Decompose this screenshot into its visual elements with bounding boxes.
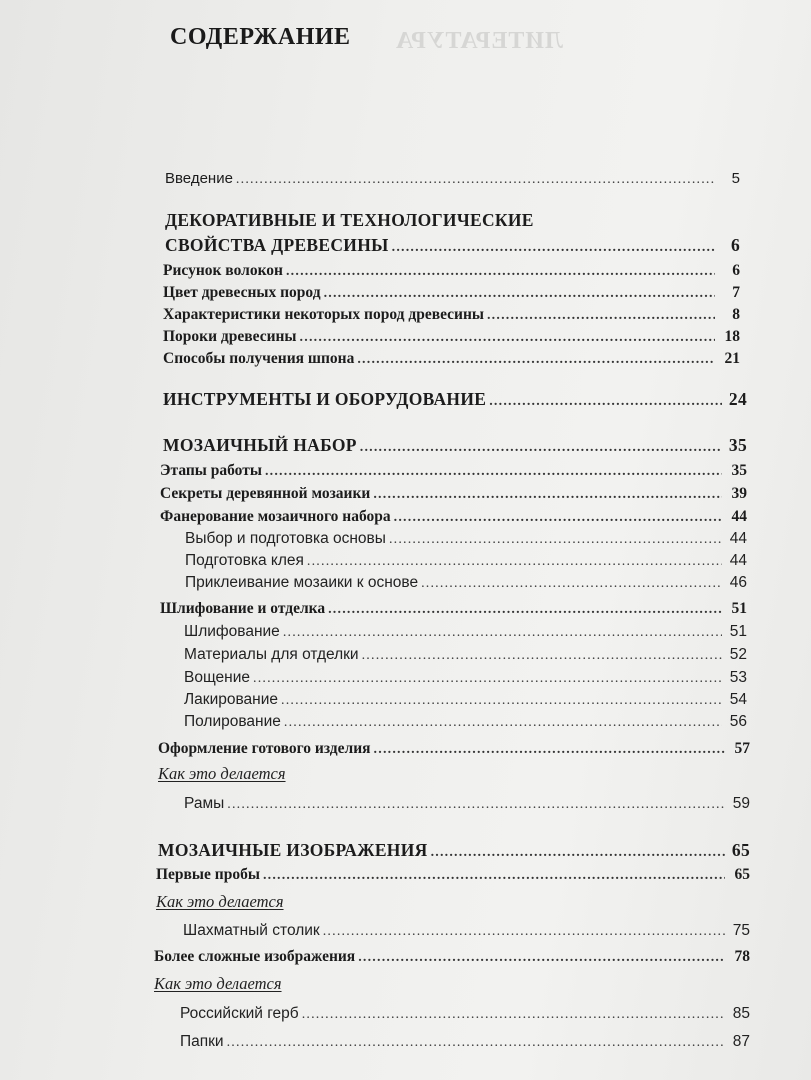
dot-leader xyxy=(328,603,722,619)
toc-page-number: 7 xyxy=(732,284,740,301)
toc-entry xyxy=(163,284,740,304)
toc-label: Введение xyxy=(165,170,233,187)
dot-leader xyxy=(421,577,722,593)
toc-page-number: 51 xyxy=(729,623,747,640)
toc-page-number: 53 xyxy=(729,669,747,686)
toc-entry xyxy=(160,485,747,505)
toc-entry xyxy=(185,530,747,550)
toc-page-number: 44 xyxy=(729,530,747,547)
toc-entry-section3 xyxy=(163,435,747,455)
toc-entry xyxy=(160,462,747,482)
dot-leader xyxy=(286,265,715,281)
toc-label: Характеристики некоторых пород древесины xyxy=(163,306,484,323)
toc-label: ИНСТРУМЕНТЫ И ОБОРУДОВАНИЕ xyxy=(163,389,487,409)
dot-leader xyxy=(374,743,725,759)
toc-page-number: 59 xyxy=(732,795,750,812)
toc-page-number: 75 xyxy=(732,922,750,939)
toc-page-number: 57 xyxy=(734,740,750,757)
dot-leader xyxy=(300,331,715,347)
toc-label: СВОЙСТВА ДРЕВЕСИНЫ xyxy=(165,235,389,255)
toc-page-number: 51 xyxy=(731,600,747,617)
dot-leader xyxy=(307,555,722,571)
toc-entry xyxy=(184,691,747,711)
toc-entry xyxy=(184,646,747,666)
toc-entry xyxy=(183,922,750,942)
toc-page-number: 35 xyxy=(728,435,747,455)
toc-page-number: 44 xyxy=(729,552,747,569)
toc-page-number: 87 xyxy=(732,1033,750,1050)
toc-entry xyxy=(163,350,740,370)
toc-page-number: 52 xyxy=(729,646,747,663)
toc-entry xyxy=(185,574,747,594)
toc-label: Рамы xyxy=(184,795,225,812)
toc-page-number: 65 xyxy=(731,840,750,860)
toc-label: МОЗАИЧНЫЕ ИЗОБРАЖЕНИЯ xyxy=(158,840,428,860)
how-it-is-done-heading: Как это делается xyxy=(154,974,282,993)
toc-entry-section2 xyxy=(163,389,747,409)
toc-label: Шахматный столик xyxy=(183,922,320,939)
toc-page-number: 39 xyxy=(731,485,747,502)
toc-entry xyxy=(158,740,750,760)
section-heading-line1: ДЕКОРАТИВНЫЕ И ТЕХНОЛОГИЧЕСКИЕ xyxy=(165,210,534,230)
toc-label: Цвет древесных пород xyxy=(163,284,321,301)
dot-leader xyxy=(431,846,725,864)
toc-entry-section4 xyxy=(158,840,750,860)
toc-entry xyxy=(163,262,740,282)
toc-entry xyxy=(154,948,750,968)
dot-leader xyxy=(392,241,715,259)
dot-leader xyxy=(302,1008,725,1024)
dot-leader xyxy=(487,309,715,325)
toc-page-number: 65 xyxy=(734,866,750,883)
toc-page-number: 24 xyxy=(728,389,747,409)
toc-entry xyxy=(156,866,750,886)
toc-label: Подготовка клея xyxy=(185,552,304,569)
dot-leader xyxy=(360,441,722,459)
toc-label: Рисунок волокон xyxy=(163,262,283,279)
dot-leader xyxy=(373,488,722,504)
toc-label: Папки xyxy=(180,1033,224,1050)
toc-entry xyxy=(160,508,747,528)
dot-leader xyxy=(253,672,722,688)
toc-page-number: 44 xyxy=(731,508,747,525)
dot-leader xyxy=(389,533,722,549)
toc-label: Способы получения шпона xyxy=(163,350,355,367)
toc-entry xyxy=(184,669,747,689)
dot-leader xyxy=(236,173,715,188)
toc-entry xyxy=(180,1005,750,1025)
toc-page-number: 78 xyxy=(734,948,750,965)
bleed-through-text: ЛИТЕРАТУРА xyxy=(395,28,563,54)
dot-leader xyxy=(358,951,725,967)
dot-leader xyxy=(284,716,722,732)
how-it-is-done-heading: Как это делается xyxy=(156,892,284,911)
toc-entry xyxy=(160,600,747,620)
toc-entry xyxy=(180,1033,750,1053)
toc-page-number: 6 xyxy=(732,262,740,279)
dot-leader xyxy=(362,649,722,665)
toc-page-number: 18 xyxy=(724,328,740,345)
toc-label: МОЗАИЧНЫЙ НАБОР xyxy=(163,435,357,455)
toc-label: Полирование xyxy=(184,713,281,730)
toc-entry xyxy=(185,552,747,572)
toc-label: Этапы работы xyxy=(160,462,262,479)
toc-label: Шлифование и отделка xyxy=(160,600,326,617)
toc-label: Лакирование xyxy=(184,691,278,708)
toc-entry-intro xyxy=(165,170,740,190)
toc-page-number: 8 xyxy=(732,306,740,323)
toc-page-number: 85 xyxy=(732,1005,750,1022)
dot-leader xyxy=(283,626,722,642)
dot-leader xyxy=(263,869,725,885)
dot-leader xyxy=(227,798,725,814)
toc-label: Выбор и подготовка основы xyxy=(185,530,386,547)
toc-page-number: 21 xyxy=(724,350,740,367)
toc-page-number: 35 xyxy=(731,462,747,479)
toc-entry xyxy=(163,306,740,326)
dot-leader xyxy=(357,353,715,369)
dot-leader xyxy=(324,287,715,303)
toc-label: Фанерование мозаичного набора xyxy=(160,508,391,525)
toc-entry xyxy=(184,623,747,643)
toc-label: Шлифование xyxy=(184,623,280,640)
dot-leader xyxy=(394,511,722,527)
toc-page-number: 6 xyxy=(730,235,740,255)
toc-entry xyxy=(184,795,750,815)
toc-label: Материалы для отделки xyxy=(184,646,359,663)
dot-leader xyxy=(265,465,722,481)
toc-label: Более сложные изображения xyxy=(154,948,356,965)
toc-label: Пороки древесины xyxy=(163,328,297,345)
toc-label: Секреты деревянной мозаики xyxy=(160,485,371,502)
dot-leader xyxy=(227,1036,725,1052)
dot-leader xyxy=(281,694,722,710)
toc-label: Приклеивание мозаики к основе xyxy=(185,574,419,591)
toc-entry xyxy=(184,713,747,733)
toc-page-number: 46 xyxy=(729,574,747,591)
how-it-is-done-heading: Как это делается xyxy=(158,764,286,783)
dot-leader xyxy=(489,395,722,413)
toc-label: Первые пробы xyxy=(156,866,260,883)
toc-label: Российский герб xyxy=(180,1005,299,1022)
dot-leader xyxy=(323,925,725,941)
toc-page-number: 54 xyxy=(729,691,747,708)
toc-page-number: 56 xyxy=(729,713,747,730)
toc-label: Вощение xyxy=(184,669,250,686)
toc-label: Оформление готового изделия xyxy=(158,740,371,757)
toc-page-number: 5 xyxy=(731,170,740,187)
toc-entry xyxy=(163,328,740,348)
toc-entry-section1 xyxy=(165,235,740,255)
page-title: СОДЕРЖАНИЕ xyxy=(170,24,351,50)
